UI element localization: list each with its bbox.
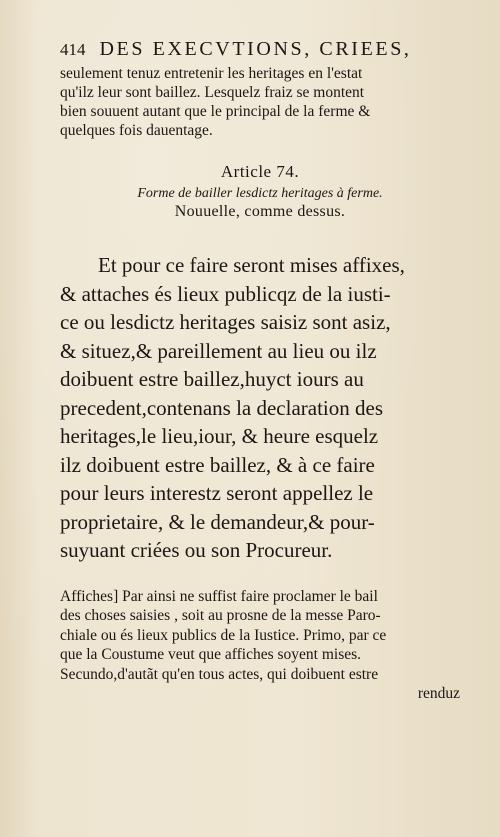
- article-header: [60, 162, 460, 221]
- text-line: ilz doibuent estre baillez, & à ce faire: [60, 452, 375, 477]
- text-line: chiale ou és lieux publics de la Iustice. Primo, par ce: [60, 626, 387, 644]
- article-note: Nouuelle, comme dessus.: [174, 203, 346, 220]
- text-line: Et pour ce faire seront mises affixes,: [98, 253, 405, 277]
- running-head: [60, 38, 460, 64]
- article-subtitle: Forme de bailler lesdictz heritages à ferme.: [137, 186, 383, 201]
- text-line: seulement tenuz entretenir les heritages en l'estat: [60, 65, 363, 82]
- commentary-gloss: [60, 587, 460, 704]
- article-heading: Article 74.: [220, 162, 300, 181]
- text-line: bien souuent autant que le principal de la ferme &: [60, 103, 371, 120]
- catchword: renduz: [417, 685, 460, 702]
- text-line: doibuent estre baillez,huyct iours au: [60, 367, 364, 391]
- running-title: DES EXECVTIONS, CRIEES,: [99, 38, 412, 60]
- text-line: des choses saisies , soit au prosne de la messe Paro-: [60, 607, 381, 624]
- text-line: que la Coustume veut que affiches soyent mises.: [60, 646, 362, 663]
- text-line: quelques fois dauentage.: [60, 122, 213, 139]
- text-line: Secundo,d'autãt qu'en tous actes, qui doibuent estre: [60, 665, 379, 683]
- text-line: suyuant criées ou son Procureur.: [60, 538, 333, 562]
- text-line: ce ou lesdictz heritages saisiz sont asiz,: [60, 310, 391, 334]
- text-line: precedent,contenans la declaration des: [60, 395, 384, 420]
- article-body: [60, 251, 460, 565]
- page-number: 414: [60, 40, 86, 59]
- text-line: heritages,le lieu,iour, & heure esquelz: [60, 424, 379, 448]
- text-line: pour leurs interestz seront appellez le: [60, 481, 374, 505]
- text-line: & situez,& pareillement au lieu ou ilz: [60, 338, 377, 363]
- text-line: qu'ilz leur sont baillez. Lesquelz fraiz se montent: [60, 84, 365, 101]
- text-line: & attaches és lieux publicqz de la iusti-: [60, 281, 391, 306]
- text-line: Affiches] Par ainsi ne suffist faire proclamer le bail: [60, 587, 378, 605]
- text-line: proprietaire, & le demandeur,& pour-: [60, 509, 375, 534]
- page-content: [60, 38, 460, 704]
- opening-paragraph: [60, 64, 460, 140]
